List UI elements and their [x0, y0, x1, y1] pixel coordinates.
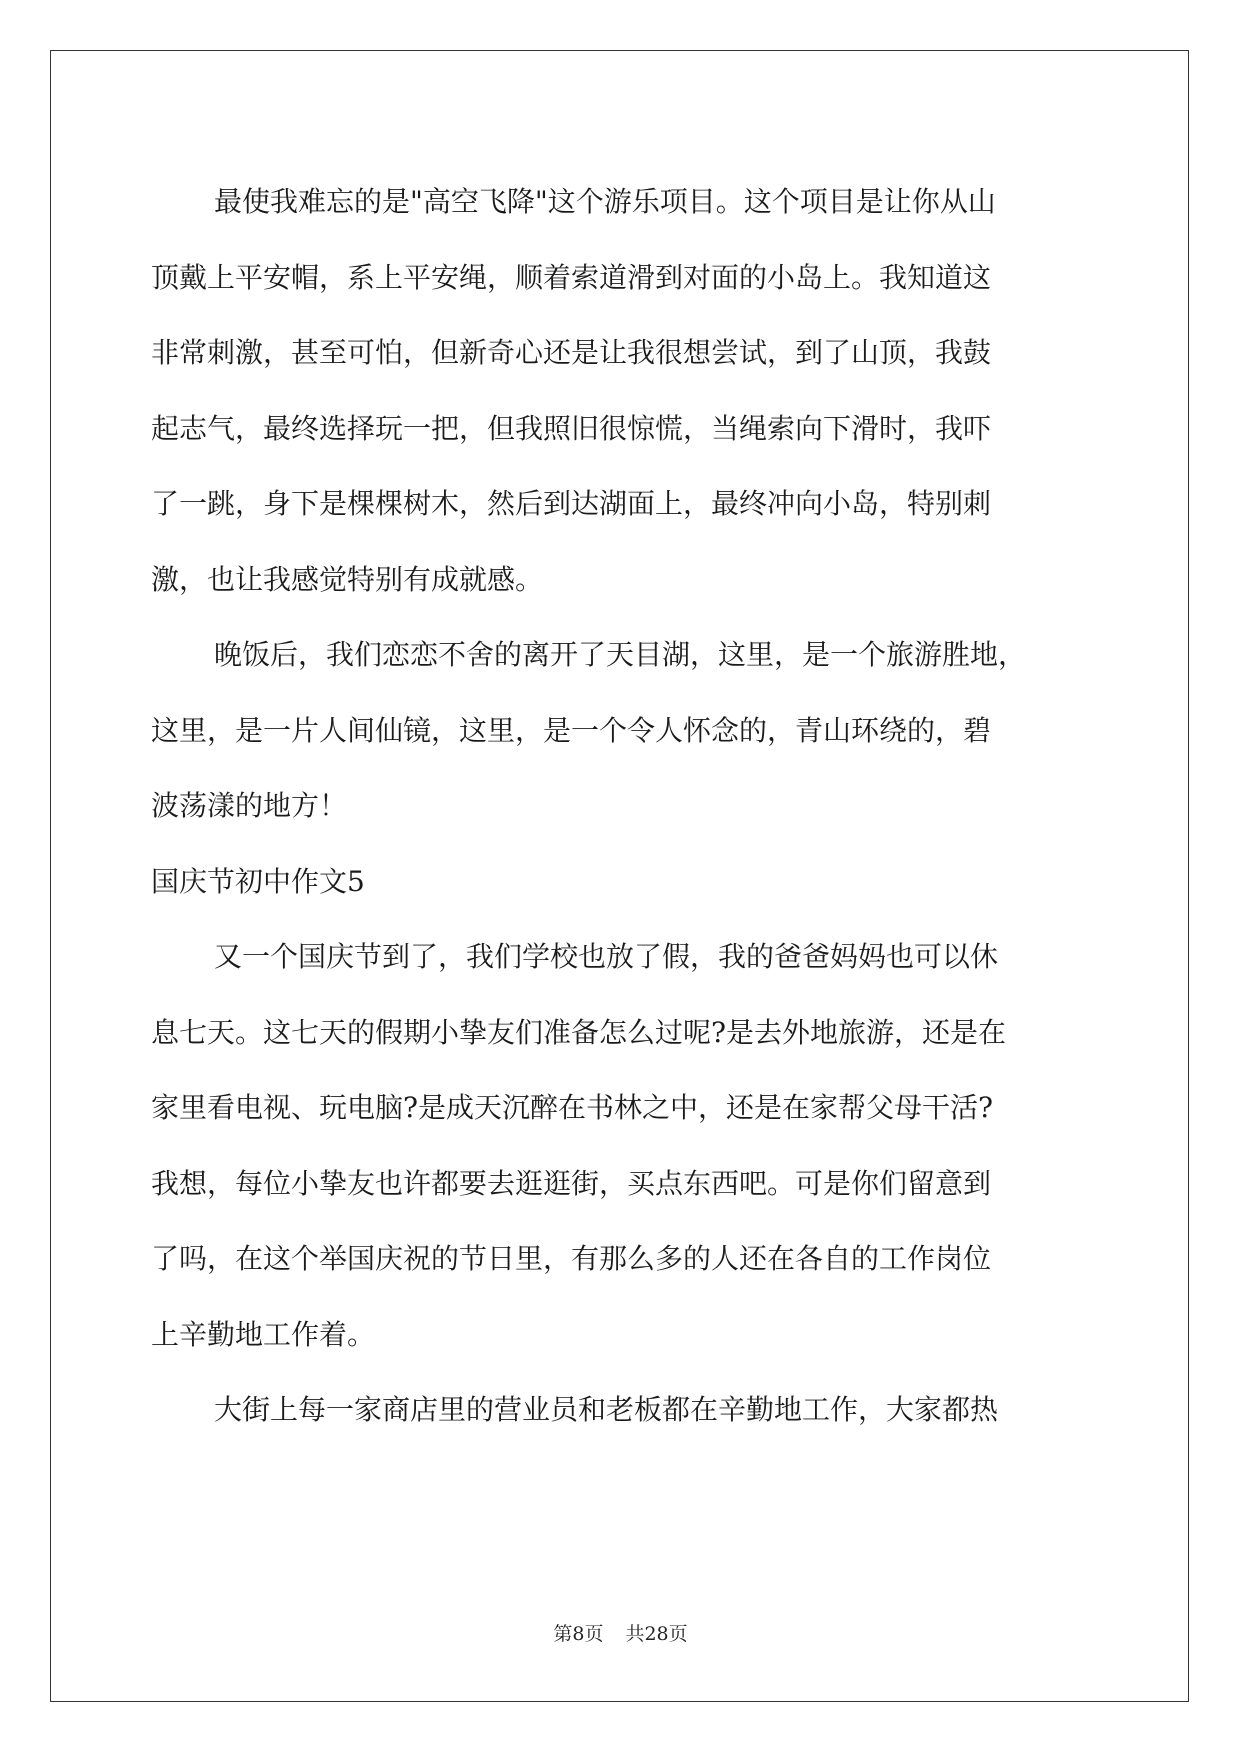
- text-line: 非常刺激，甚至可怕，但新奇心还是让我很想尝试，到了山顶，我鼓: [151, 336, 992, 369]
- text-line: 大街上每一家商店里的营业员和老板都在辛勤地工作，大家都热: [214, 1393, 999, 1426]
- text-line: 家里看电视、玩电脑?是成天沉醉在书林之中，还是在家帮父母干活?: [151, 1091, 994, 1124]
- text-line: 了吗，在这个举国庆祝的节日里，有那么多的人还在各自的工作岗位: [151, 1242, 992, 1275]
- page-footer: [0, 1622, 1241, 1646]
- text-line: 了一跳，身下是棵棵树木，然后到达湖面上，最终冲向小岛，特别刺: [151, 487, 992, 520]
- page-total: 共28页: [625, 1623, 688, 1645]
- text-line: 这里，是一片人间仙镜，这里，是一个令人怀念的，青山环绕的，碧: [151, 713, 992, 747]
- text-line: 激，也让我感觉特别有成就感。: [151, 562, 544, 596]
- document-body: [151, 164, 1091, 1448]
- text-line: 我想，每位小挚友也许都要去逛逛街，买点东西吧。可是你们留意到: [151, 1166, 992, 1200]
- text-line: 顶戴上平安帽，系上平安绳，顺着索道滑到对面的小岛上。我知道这: [151, 260, 992, 294]
- text-line: 晚饭后，我们恋恋不舍的离开了天目湖，这里，是一个旅游胜地，: [214, 638, 1027, 671]
- section-heading: 国庆节初中作文5: [151, 864, 365, 898]
- text-line: 又一个国庆节到了，我们学校也放了假，我的爸爸妈妈也可以休: [214, 940, 999, 973]
- text-line: 上辛勤地工作着。: [151, 1317, 376, 1351]
- text-line: 波荡漾的地方！: [151, 789, 348, 822]
- text-line: 最使我难忘的是"高空飞降"这个游乐项目。这个项目是让你从山: [214, 185, 996, 218]
- page-number: 第8页: [553, 1623, 604, 1645]
- text-line: 起志气，最终选择玩一把，但我照旧很惊慌，当绳索向下滑时，我吓: [151, 411, 992, 445]
- text-line: 息七天。这七天的假期小挚友们准备怎么过呢?是去外地旅游，还是在: [151, 1015, 1007, 1049]
